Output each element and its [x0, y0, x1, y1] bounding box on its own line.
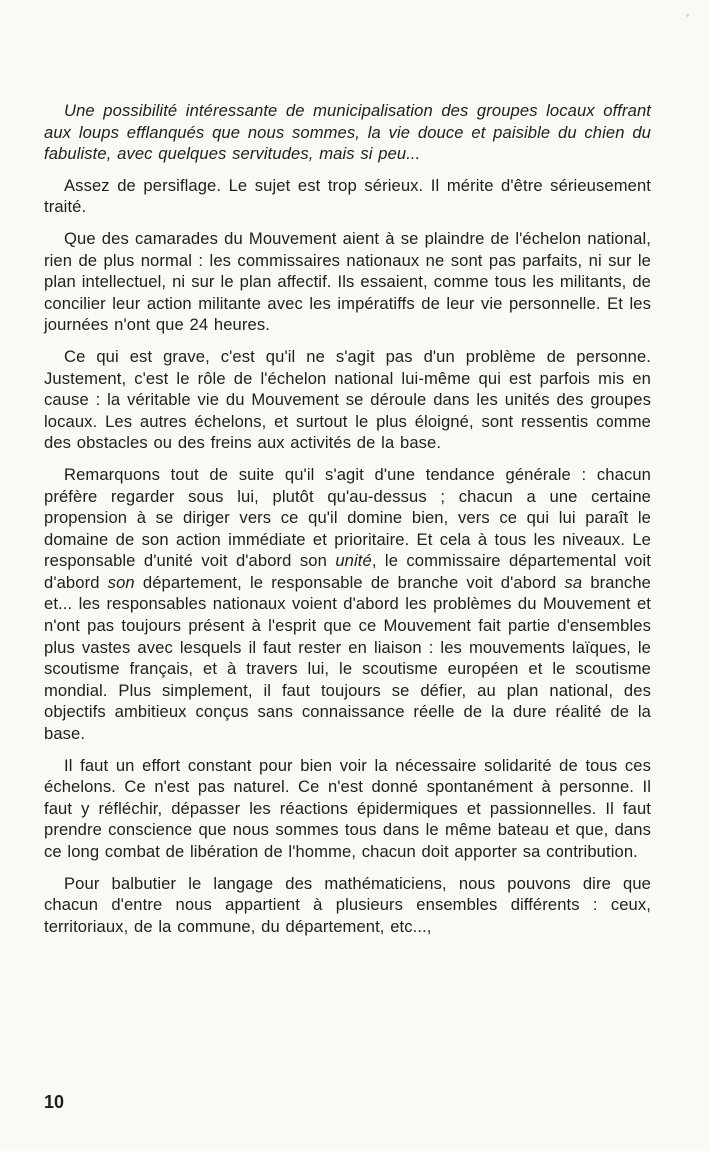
page-number: 10	[44, 1092, 65, 1112]
paragraph-3: Que des camarades du Mouvement aient à se plaindre de l'échelon national, rien de plus normal : les commissaires nationaux ne sont pas parfaits, ni sur le plan intellectuel, ni sur le plan affectif. Ils essaient, comme tous les militants, de concilier leur action militante avec les impératiffs de leur vie personnelle. Et les journées n'ont que 24 heures.	[44, 228, 651, 335]
paragraph-5-emphasis-sa: sa	[564, 572, 583, 592]
paragraph-5-emphasis-unite: unité	[335, 551, 372, 571]
paragraph-5	[44, 464, 651, 745]
paragraph-4: Ce qui est grave, c'est qu'il ne s'agit pas d'un problème de personne. Justement, c'est le rôle de l'échelon national lui-même qui est parfois mis en cause : la véritable vie du Mouvement se déroule dans les unités des groupes locaux. Les autres échelons, et surtout le plus éloigné, sont ressentis comme des obstacles ou des freins aux activités de la base.	[44, 346, 651, 453]
scan-mark	[686, 14, 689, 17]
paragraph-1: Une possibilité intéressante de municipalisation des groupes locaux offrant aux loups efflanqués que nous sommes, la vie douce et paisible du chien du fabuliste, avec quelques servitudes, mais si peu...	[44, 101, 651, 164]
paragraph-5-text-c: , le commissaire départemental voit d'abord	[44, 551, 652, 592]
paragraph-7: Pour balbutier le langage des mathématiciens, nous pouvons dire que chacun d'entre nous appartient à plusieurs ensembles différents : ceux, territoriaux, de la commune, du département, etc...,	[44, 873, 651, 936]
paragraph-5-text-e: département, le responsable de branche voit d'abord	[134, 572, 565, 592]
paragraph-5-emphasis-son: son	[107, 572, 135, 592]
paragraph-2: Assez de persiflage. Le sujet est trop sérieux. Il mérite d'être sérieusement traité.	[44, 175, 651, 217]
paragraph-5-text-g: branche et... les responsables nationaux voient d'abord les problèmes du Mouvement et n'ont pas toujours présent à l'esprit que ce Mouvement fait partie d'ensembles plus vastes avec lesquels il faut rester en liaison : les mouvements laïques, le scoutisme français, et à travers lui, le scoutisme européen et le scoutisme mondial. Plus simplement, il faut toujours se défier, au plan national, des objectifs ambitieux conçus sans connaissance réelle de la dure réalité de la base.	[44, 572, 651, 744]
page-body	[44, 100, 651, 947]
paragraph-6: Il faut un effort constant pour bien voir la nécessaire solidarité de tous ces échelons. Ce n'est pas naturel. Ce n'est donné spontanément à personne. Il faut y réfléchir, dépasser les réactions épidermiques et passionnelles. Il faut prendre conscience que nous sommes tous dans le même bateau et que, dans ce long combat de libération de l'homme, chacun doit apporter sa contribution.	[44, 755, 651, 861]
paragraph-5-text-a: Remarquons tout de suite qu'il s'agit d'une tendance générale : chacun préfère regarder sous lui, plutôt qu'au-dessus ; chacun a une certaine propension à se diriger vers ce qu'il domine bien, vers ce qui lui paraît le domaine de son action immédiate et prioritaire. Et cela à tous les niveaux. Le responsable d'unité voit d'abord son	[44, 464, 651, 571]
